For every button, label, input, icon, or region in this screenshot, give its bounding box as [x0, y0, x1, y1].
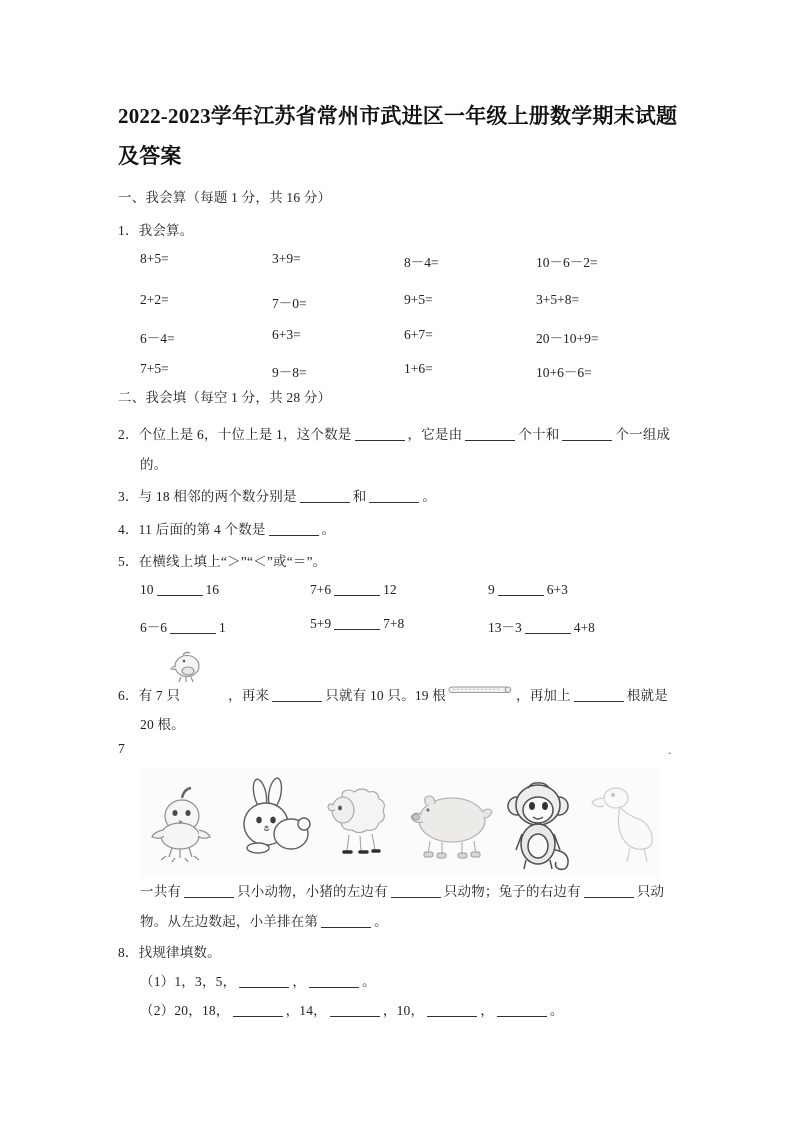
section-heading-1: 一、我会算（每题 1 分，共 16 分） — [118, 190, 332, 205]
comparison-5-left: 5+9 — [310, 616, 332, 631]
question-7-trailing-dot: . — [668, 742, 672, 757]
comparison-6-right: 4+8 — [573, 620, 595, 635]
question-5-prompt — [118, 550, 327, 570]
comparison-1-right: 16 — [205, 582, 219, 597]
comparison-2-left: 7+6 — [310, 582, 332, 597]
sheep-drawing — [316, 772, 402, 872]
question-8-item-2-sep-1: ，14， — [285, 1003, 327, 1018]
question-6 — [118, 684, 668, 704]
question-8-text: 找规律填数。 — [138, 945, 221, 960]
question-6-text-4: ，再加上 — [516, 688, 571, 703]
question-2 — [118, 423, 670, 443]
comparison-3-left: 9 — [488, 582, 495, 597]
comparison-5 — [310, 616, 404, 632]
calc-item-2-3: 9+5= — [404, 292, 433, 307]
question-3-text-1: 与 18 相邻的两个数分别是 — [138, 489, 297, 504]
answer-blank-q7-4[interactable] — [321, 914, 371, 928]
question-7-text-6: 。 — [374, 914, 388, 929]
question-5-text: 在横线上填上“＞”“＜”或“＝”。 — [138, 554, 327, 569]
question-2-text-3: 个十和 — [518, 427, 560, 442]
question-3 — [118, 485, 436, 505]
question-4 — [118, 518, 335, 538]
comparison-6-left: 13－3 — [488, 620, 522, 635]
comparison-4 — [140, 616, 226, 636]
question-5-number: 5． — [118, 554, 139, 569]
chick-icon — [163, 650, 207, 686]
answer-blank-q7-1[interactable] — [184, 884, 234, 898]
comparison-4-right: 1 — [219, 620, 226, 635]
calc-item-1-2: 3+9= — [272, 251, 301, 266]
question-7-number: 7 — [118, 741, 125, 756]
page-title: 2022-2023学年江苏省常州市武进区一年级上册数学期末试题及答案 — [118, 104, 678, 168]
question-1-text: 我会算。 — [138, 223, 194, 238]
answer-blank-q3-1[interactable] — [300, 489, 350, 503]
comparison-2 — [310, 582, 397, 598]
question-7-line-2 — [140, 910, 388, 930]
calc-item-3-1: 6－4= — [140, 331, 175, 346]
answer-blank-cmp-1[interactable] — [157, 582, 203, 596]
question-8-item-2-sep-2: ，10， — [382, 1003, 425, 1018]
question-2-text-2: ，它是由 — [407, 427, 463, 442]
calc-item-4-2: 9－8= — [272, 365, 307, 380]
answer-blank-q2-1[interactable] — [355, 427, 405, 441]
question-1-prompt — [118, 219, 193, 239]
calc-item-3-2: 6+3= — [272, 327, 301, 342]
question-8-item-2-end: 。 — [549, 1003, 564, 1018]
question-8-item-2-label: （2） — [140, 1003, 175, 1018]
calc-item-3-4: 20－10+9= — [536, 331, 599, 346]
calc-item-2-4: 3+5+8= — [536, 292, 580, 307]
question-7-line-1 — [140, 880, 664, 900]
comparison-1-left: 10 — [140, 582, 154, 597]
answer-blank-cmp-5[interactable] — [334, 616, 380, 630]
question-8-item-2 — [140, 999, 564, 1019]
question-8-prompt — [118, 941, 221, 961]
monkey-drawing — [500, 772, 586, 872]
question-8-item-1-label: （1） — [140, 974, 175, 989]
question-8-item-2-sep-3: ， — [480, 1003, 494, 1018]
question-4-text-2: 。 — [321, 522, 336, 537]
comparison-3-right: 6+3 — [546, 582, 568, 597]
calc-item-2-2: 7－0= — [272, 296, 307, 311]
answer-blank-q4-1[interactable] — [269, 522, 319, 536]
answer-blank-cmp-2[interactable] — [334, 582, 380, 596]
animal-image-strip — [140, 768, 660, 876]
calc-item-4-3: 1+6= — [404, 361, 433, 376]
answer-blank-q8-2-4[interactable] — [497, 1003, 547, 1017]
calc-item-3-3: 6+7= — [404, 327, 433, 342]
question-3-text-2: 和 — [352, 489, 367, 504]
question-6-text-1: 有 7 只 — [138, 688, 181, 703]
question-7-text-5: 物。从左边数起，小羊排在第 — [140, 914, 319, 929]
question-8-item-1-seq: 1，3，5， — [174, 974, 237, 989]
question-4-number: 4． — [118, 522, 139, 537]
comparison-5-right: 7+8 — [383, 616, 405, 631]
calc-item-1-3: 8－4= — [404, 255, 439, 270]
question-7-text-2: 只小动物，小猪的左边有 — [237, 884, 388, 899]
answer-blank-q8-1-1[interactable] — [239, 974, 289, 988]
question-6-number: 6． — [118, 688, 139, 703]
answer-blank-q8-2-3[interactable] — [427, 1003, 477, 1017]
comparison-1 — [140, 582, 219, 598]
question-2-text-4: 个一组成 — [615, 427, 671, 442]
answer-blank-cmp-6[interactable] — [525, 620, 571, 634]
question-8-item-1 — [140, 970, 376, 990]
question-8-item-1-end: 。 — [362, 974, 376, 989]
question-8-item-1-sep: ， — [292, 974, 307, 989]
question-3-text-3: 。 — [422, 489, 437, 504]
answer-blank-q2-2[interactable] — [465, 427, 515, 441]
question-8-item-2-seq: 20，18， — [174, 1003, 230, 1018]
answer-blank-q8-2-1[interactable] — [233, 1003, 283, 1017]
question-3-number: 3． — [118, 489, 139, 504]
question-2-continued: 的。 — [140, 457, 168, 472]
question-4-text-1: 11 后面的第 4 个数是 — [138, 522, 266, 537]
calc-item-4-1: 7+5= — [140, 361, 169, 376]
answer-blank-cmp-4[interactable] — [170, 620, 216, 634]
question-2-number: 2． — [118, 427, 139, 442]
calc-item-4-4: 10+6－6= — [536, 365, 592, 380]
question-7-text-4: 只动 — [636, 884, 665, 899]
answer-blank-q6-2[interactable] — [574, 688, 624, 702]
answer-blank-cmp-3[interactable] — [498, 582, 544, 596]
answer-blank-q8-2-2[interactable] — [330, 1003, 380, 1017]
answer-blank-q8-1-2[interactable] — [309, 974, 359, 988]
question-7-text-1: 一共有 — [140, 884, 182, 899]
answer-blank-q7-3[interactable] — [584, 884, 634, 898]
answer-blank-q3-2[interactable] — [369, 489, 419, 503]
chick-drawing — [142, 772, 228, 872]
comparison-3 — [488, 582, 568, 598]
calc-item-1-1: 8+5= — [140, 251, 169, 266]
answer-blank-q6-1[interactable] — [272, 688, 322, 702]
question-6-text-2: ，再来 — [228, 688, 270, 703]
section-heading-2: 二、我会填（每空 1 分，共 28 分） — [118, 390, 332, 405]
duck-drawing — [586, 772, 672, 872]
answer-blank-q2-3[interactable] — [562, 427, 612, 441]
question-6-text-3: 只就有 10 只。19 根 — [325, 688, 446, 703]
question-7-text-3: 只动物；兔子的右边有 — [443, 884, 581, 899]
comparison-6 — [488, 616, 595, 636]
question-8-number: 8． — [118, 945, 139, 960]
question-6-text-5: 根就是 — [626, 688, 668, 703]
question-6-continued: 20 根。 — [140, 717, 185, 732]
calc-item-2-1: 2+2= — [140, 292, 169, 307]
comparison-4-left: 6－6 — [140, 620, 167, 635]
question-2-text-1: 个位上是 6，十位上是 1，这个数是 — [138, 427, 352, 442]
rabbit-drawing — [228, 772, 314, 872]
pig-drawing — [404, 772, 490, 872]
comparison-2-right: 12 — [383, 582, 397, 597]
calc-item-1-4: 10－6－2= — [536, 255, 598, 270]
answer-blank-q7-2[interactable] — [391, 884, 441, 898]
question-1-number: 1． — [118, 223, 139, 238]
